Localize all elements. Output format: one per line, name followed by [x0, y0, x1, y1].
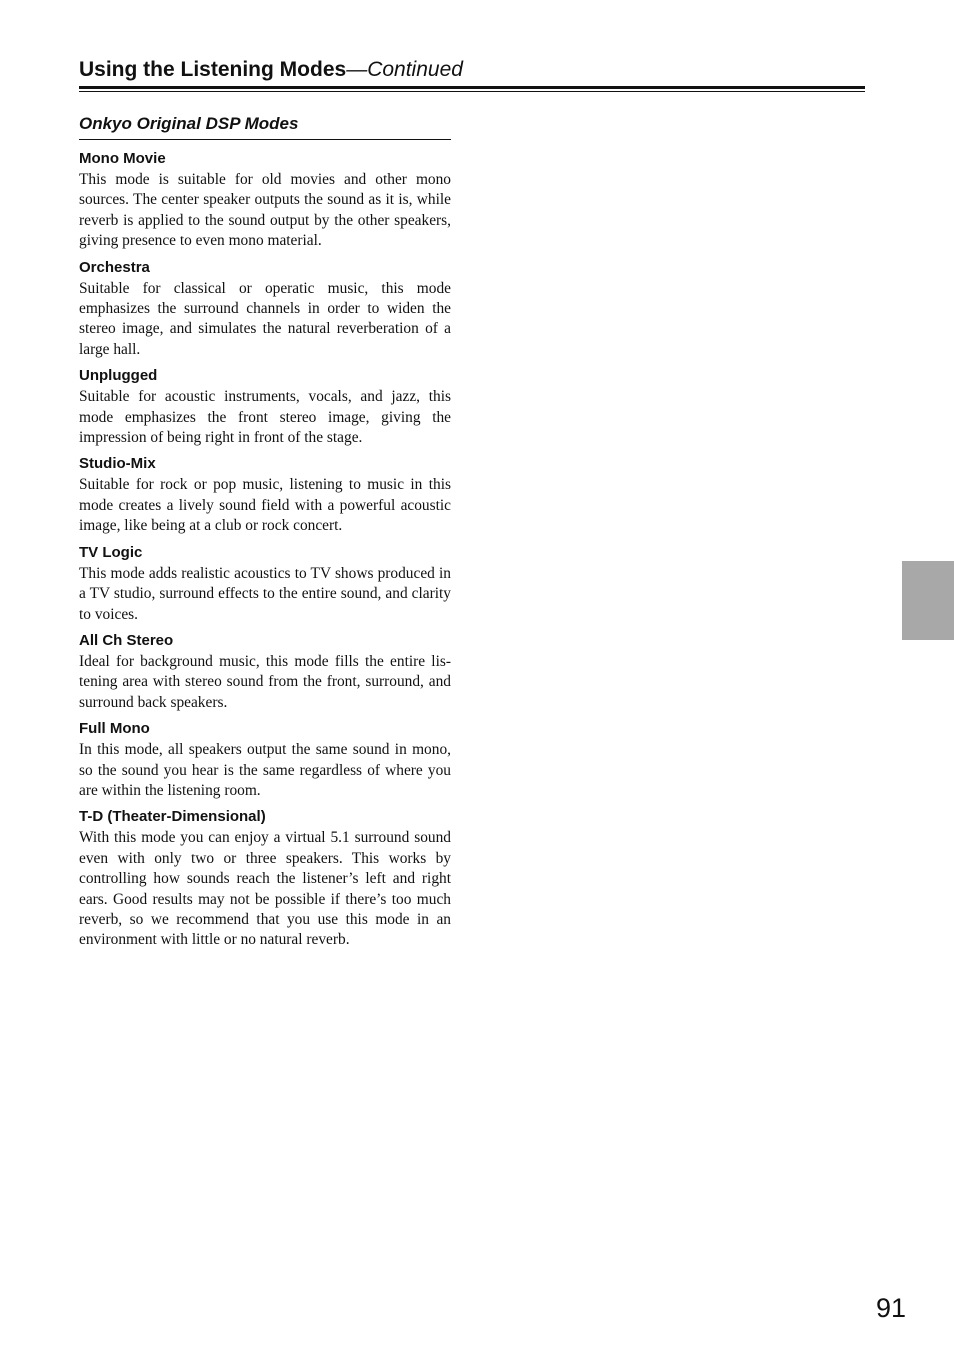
dsp-modes-section [79, 112, 451, 957]
mode-title: Mono Movie [79, 150, 166, 167]
mode-unplugged [79, 366, 451, 448]
mode-description: With this mode you can enjoy a virtual 5.1 surround sound even with only two or three speakers. This works by controlling how sounds reach the listener’s left and right ears. Good results may not be possible if there’s too much reverb, so we recommend that you use this mode in an environment with little or no natural reverb. [79, 829, 451, 949]
mode-full-mono [79, 719, 451, 801]
mode-title: TV Logic [79, 543, 143, 561]
mode-description: Ideal for background music, this mode fills the entire listening area with stereo sound from the front, surround, and surround back speakers. [79, 652, 451, 711]
mode-title: Studio-Mix [79, 455, 156, 473]
page-header [79, 56, 865, 92]
mode-all-ch-stereo [79, 631, 451, 713]
chapter-side-tab [902, 561, 954, 640]
mode-orchestra [79, 258, 451, 361]
mode-title: Orchestra [79, 258, 150, 276]
page-title [79, 56, 865, 84]
mode-title: Full Mono [79, 720, 150, 738]
mode-tv-logic [79, 543, 451, 625]
page-title-continued: —Continued [346, 58, 463, 81]
mode-theater-dimensional [79, 807, 451, 950]
mode-description: Suitable for acoustic instruments, vocals, and jazz, this mode emphasizes the front stereo image, giving the impression of being right in front of the stage. [79, 388, 451, 447]
mode-title: T-D (Theater-Dimensional) [79, 808, 266, 826]
page-number: 91 [875, 1293, 906, 1323]
page-title-main: Using the Listening Modes [79, 58, 347, 81]
mode-mono-movie [79, 149, 451, 252]
mode-description: This mode adds realistic acoustics to TV shows produced in a TV studio, surround effects to the entire sound, and clarity to voices. [79, 564, 451, 623]
mode-studio-mix [79, 454, 451, 536]
mode-description: Suitable for classical or operatic music, this mode emphasizes the surround channels in order to widen the stereo image, and simulates the natural reverberation of a large hall. [79, 279, 451, 358]
section-title: Onkyo Original DSP Modes [79, 112, 451, 140]
mode-description: In this mode, all speakers output the same sound in mono, so the sound you hear is the same regardless of where you are within the listening room. [79, 741, 451, 799]
mode-description: Suitable for rock or pop music, listening to music in this mode creates a lively sound field with a powerful acoustic image, like being at a club or rock concert. [79, 476, 451, 535]
header-rule-thin [79, 91, 865, 92]
mode-description: This mode is suitable for old movies and other mono sources. The center speaker outputs the sound as it is, while reverb is applied to the sound output by the other speakers, giving presence to even mono material. [79, 171, 451, 250]
mode-title: All Ch Stereo [79, 631, 174, 649]
mode-title: Unplugged [79, 367, 158, 385]
header-rule-thick [79, 86, 865, 89]
